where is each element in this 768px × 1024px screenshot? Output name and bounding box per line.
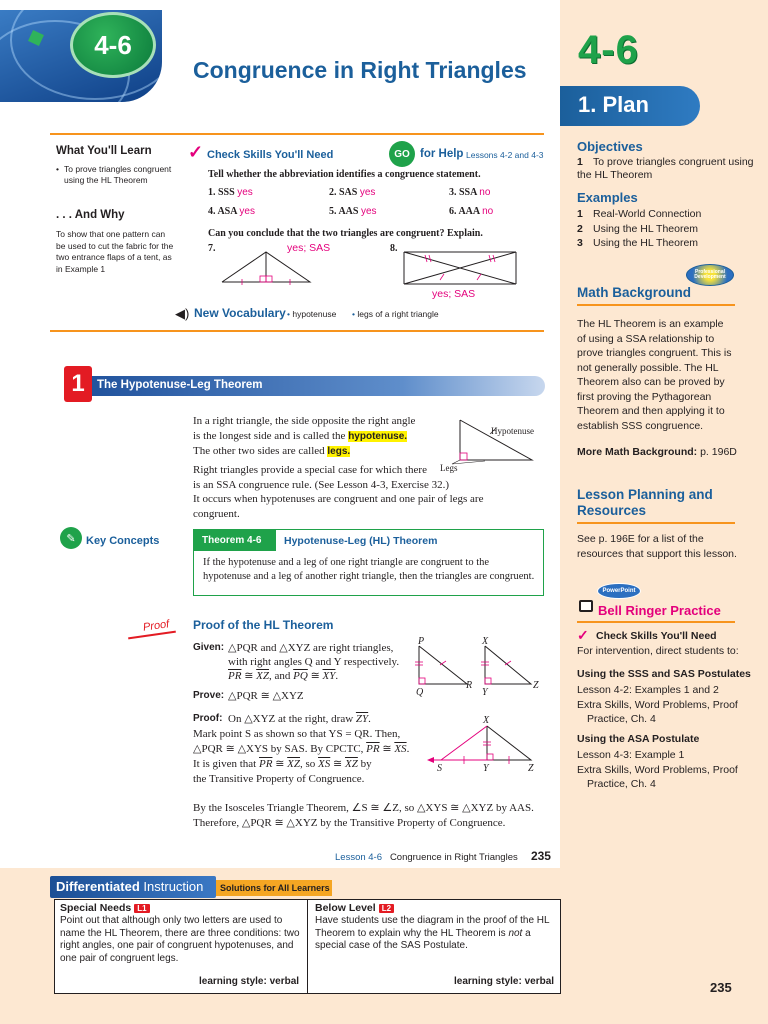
text-line [193,712,433,727]
text-fragment: a special case of the SAS Postulate. [315,927,531,951]
title-part: Differentiated [56,879,140,894]
level-badge: L2 [379,904,394,913]
text-line: Therefore, △PQR ≅ △XYZ by the Transitive Property of Congruence. [193,817,506,829]
theorem-name: Hypotenuse-Leg (HL) Theorem [284,535,438,547]
skill-item [449,205,493,219]
go-for-help-icon [389,141,415,167]
skill-number: 4. [208,206,216,217]
text-fragment: . [368,713,371,725]
text-fragment: Have students use the diagram in the proof of the HL Theorem to explain why the HL Theorem is [315,915,550,939]
skill-number: 6. [449,206,457,217]
heading-text: Below Level [315,902,376,914]
skill-abbr: AAA [458,206,480,217]
skill-item [329,186,375,200]
professional-development-label: Professional Development [694,269,726,280]
skill-answer: yes [360,206,377,217]
differentiated-subtitle: Solutions for All Learners [216,880,332,896]
column-divider [307,899,308,994]
why-text: To show that one pattern can be used to cut the fabric for the two entrance flaps of a tent, as in Example 1 [56,229,174,274]
proof-tag: Proof [142,618,171,634]
example-text: Using the HL Theorem [593,237,699,249]
below-level-heading [315,902,394,914]
bullet-icon: • [287,309,290,319]
skill-answer: yes [359,187,376,198]
text-line: It occurs when hypotenuses are congruent and one pair of legs are congruent. [193,493,484,520]
example-item [577,207,757,222]
key-concepts-label: Key Concepts [86,535,160,547]
below-level-text [315,915,550,953]
proof-body [193,712,433,787]
text-fragment: ≅ [307,670,323,682]
math-background-heading: Math Background [577,285,692,300]
learning-style-label: learning style: verbal [454,976,555,987]
prove-label: Prove: [193,690,225,701]
objectives-heading: Objectives [577,139,643,154]
examples-list [577,207,757,251]
text-line [193,742,433,757]
footer-title: Congruence in Right Triangles [389,852,518,863]
more-math-background-page: p. 196D [700,446,737,458]
text-fragment: is the longest side and is called the [193,429,346,442]
sss-sas-list [577,683,747,727]
segment: $\overline{ZY}$ [355,713,369,725]
example-number: 1 [577,208,583,220]
check-mark-icon: ✓ [577,627,589,643]
text-fragment: △PQR ≅ △XYS by SAS. By CPCTC, [193,743,367,755]
text-fragment: ≅ [272,758,288,770]
segment: $\overline{PR}$ [259,758,273,770]
asa-list [577,748,747,792]
segment: $\overline{XZ}$ [256,670,270,682]
given-statement [228,641,418,683]
question-7-answer: yes; SAS [287,242,331,254]
intervention-text: For intervention, direct students to: [577,645,739,657]
check-mark-icon: ✓ [188,142,204,162]
text-line: Mark point S as shown so that YS = QR. Then, [193,728,401,740]
lesson-number-badge [70,12,156,78]
section-number: 1 [64,366,92,402]
text-fragment: , so [300,758,319,770]
help-lessons-link[interactable]: Lessons 4-2 and 4-3 [466,150,544,160]
skill-abbr: SSS [218,187,235,198]
resource-line: Practice, Ch. 4 [587,713,656,725]
vertex-label: Y [482,687,488,698]
vocab-item[interactable] [287,309,336,319]
text-line: In a right triangle, the side opposite the right angle [193,415,416,427]
header-rule [50,133,544,135]
skill-abbr: SAS [339,187,358,198]
text-fragment: On △XYZ at the right, draw [228,713,356,725]
skill-number: 5. [329,206,337,217]
bullet-icon: • [56,164,59,174]
page-footer [335,849,551,863]
text-line: By the Isosceles Triangle Theorem, ∠S ≅ ∠Z, so △XYS ≅ △XYZ by AAS. [193,802,534,814]
text-line [193,429,433,445]
vertex-label: Y [483,763,489,774]
text-fragment: The other two sides are called [193,445,325,457]
resource-line: Lesson 4-2: Examples 1 and 2 [577,684,719,696]
vertex-label: Z [528,763,534,774]
go-label: GO [394,148,410,160]
skill-number: 3. [449,187,457,198]
check-skills-instruction: Tell whether the abbreviation identifies a congruence statement. [208,169,481,180]
figure-8-triangles [400,246,520,290]
question-8-answer: yes; SAS [432,288,476,300]
powerpoint-icon [597,583,641,599]
text-line [228,669,418,683]
text-line: Right triangles provide a special case for which there [193,464,427,476]
for-help-label: for Help [420,148,464,160]
sidebar-lesson-number: 4-6 [578,28,639,72]
page-number-right: 235 [710,980,732,995]
vocab-rule [50,330,544,332]
bullet-icon: • [352,309,355,319]
and-why-heading: . . . And Why [56,209,125,221]
what-youll-learn-heading: What You'll Learn [56,145,152,157]
segment: $\overline{XZ}$ [287,758,301,770]
title-part: Instruction [143,879,204,894]
special-needs-text: Point out that although only two letters are used to name the HL Theorem, there are three conditions: two right angles, one pair of congruent hypotenuses, and one pair of congruent legs. [60,915,300,964]
skill-item [208,186,253,200]
prove-statement: △PQR ≅ △XYZ [228,690,304,702]
asa-heading: Using the ASA Postulate [577,733,700,745]
legs-label: Legs [440,463,458,473]
vertex-label: X [483,715,490,726]
lesson-planning-heading: Lesson Planning and Resources [577,487,713,518]
segment: $\overline{PR}$ [228,670,242,682]
divider [577,304,735,306]
skill-abbr: SSA [459,187,477,198]
speaker-icon[interactable]: ◀) [175,306,190,321]
figure-7-triangles [218,248,318,288]
skill-item [449,186,490,200]
proof-label: Proof: [193,713,223,724]
text-fragment: by [357,758,372,770]
differentiated-title [56,879,203,894]
divider [577,522,735,524]
level-badge: L1 [134,904,149,913]
check-skills-heading: Check Skills You'll Need [207,149,334,161]
resource-line: Lesson 4-3: Example 1 [577,749,685,761]
powerpoint-label: PowerPoint [602,588,636,594]
emphasis: not [508,927,523,939]
text-fragment: It is given that [193,758,259,770]
vertex-label: R [466,680,473,691]
example-number: 3 [577,237,583,249]
page-number: 235 [530,849,551,863]
segment: $\overline{XS}$ [394,743,407,755]
given-label: Given: [193,642,225,653]
skill-answer: no [482,206,494,217]
text-fragment: ≅ [330,758,345,770]
text-line: the Transitive Property of Congruence. [193,773,365,785]
vertex-label: P [418,636,425,647]
text-fragment: ≅ [241,670,257,682]
skill-item [208,205,255,219]
skill-answer: no [479,187,491,198]
examples-heading: Examples [577,190,638,205]
more-math-background-label: More Math Background: [577,446,698,458]
vertex-label: Q [416,687,424,698]
footer-lesson: Lesson 4-6 [335,852,383,863]
skill-answer: yes [239,206,255,217]
example-number: 2 [577,222,583,235]
check-skills-sidebar-heading: Check Skills You'll Need [596,630,717,642]
segment: $\overline{PR}$ [366,743,380,755]
theorem-tag: Theorem 4-6 [194,530,276,551]
more-math-background [577,446,737,458]
skill-number: 2. [329,187,337,198]
key-concepts-icon: ✎ [60,527,82,549]
text-line [193,757,433,772]
skill-number: 1. [208,187,216,198]
text-line: △PQR and △XYZ are right triangles, [228,642,394,654]
segment: $\overline{PQ}$ [293,670,308,682]
objective-number: 1 [577,156,583,168]
sss-sas-heading: Using the SSS and SAS Postulates [577,668,751,680]
bell-ringer-heading: Bell Ringer Practice [598,603,721,618]
text-line: is an SSA congruence rule. (See Lesson 4-3, Exercise 32.) [193,478,449,491]
resource-line: Extra Skills, Word Problems, Proof [577,763,738,776]
lesson-planning-text: See p. 196E for a list of the resources that support this lesson. [577,533,737,560]
text-fragment: . [406,743,410,755]
vertex-label: Z [533,680,539,691]
learn-item [56,164,174,186]
text-fragment: . [335,670,339,682]
text-fragment: , and [269,670,294,682]
section-title: The Hypotenuse-Leg Theorem [97,379,263,391]
vocab-term[interactable]: legs of a right triangle [357,309,439,319]
hypotenuse-label: Hypotenuse [491,426,534,436]
skill-item [329,205,377,219]
page-title: Congruence in Right Triangles [193,57,527,83]
objective-item [577,156,757,182]
vertex-label: X [482,636,489,647]
learn-item-text: To prove triangles congruent using the HL Theorem [64,164,172,185]
proof-conclusion [193,801,543,831]
example-item [577,222,757,237]
example-item [577,236,757,251]
vertex-label: S [437,763,442,774]
hypotenuse-term: hypotenuse. [348,430,408,442]
theorem-text: If the hypotenuse and a leg of one right triangle are congruent to the hypotenuse and a leg of another right triangle, then the triangles are congruent. [203,557,535,582]
question-7-number: 7. [208,243,216,254]
learning-style-label: learning style: verbal [199,976,300,987]
hypotenuse-definition [193,414,433,460]
resource-line: Practice, Ch. 4 [587,778,656,790]
proof-title: Proof of the HL Theorem [193,618,334,632]
lesson-number: 4-6 [94,29,132,60]
question-8-number: 8. [390,243,398,254]
example-text: Using the HL Theorem [593,222,699,235]
plan-title: 1. Plan [578,92,649,117]
segment: $\overline{XZ}$ [345,758,358,770]
segment: $\overline{XS}$ [318,758,331,770]
text-line: with right angles Q and Y respectively. [228,656,400,668]
legs-term: legs. [327,446,351,457]
skill-answer: yes [237,187,253,198]
professional-development-icon [686,264,734,286]
skill-abbr: AAS [338,206,359,217]
text-line [193,444,433,460]
divider [577,621,735,623]
vocab-term[interactable]: hypotenuse [292,309,337,319]
skill-abbr: ASA [217,206,237,217]
special-needs-heading [60,902,150,914]
segment: $\overline{XY}$ [322,670,336,682]
vocabulary-heading: New Vocabulary [194,306,286,320]
math-background-text: The HL Theorem is an example of using a SSA relationship to prove triangles congruent. This is not generally possible. The HL Theorem also can be proved by first proving the Pythagorean Theorem and then applying it to establish SSS congruence. [577,318,732,432]
resource-line: Extra Skills, Word Problems, Proof [577,698,738,711]
text-fragment: ≅ [379,743,395,755]
heading-text: Special Needs [60,902,132,914]
example-text: Real-World Connection [593,208,702,220]
objective-text: To prove triangles congruent using the HL Theorem [577,156,754,181]
vocab-item[interactable] [352,309,439,319]
hl-proof-triangles-figure [405,640,550,700]
congruence-question: Can you conclude that the two triangles are congruent? Explain. [208,228,483,239]
projector-icon [579,600,593,612]
